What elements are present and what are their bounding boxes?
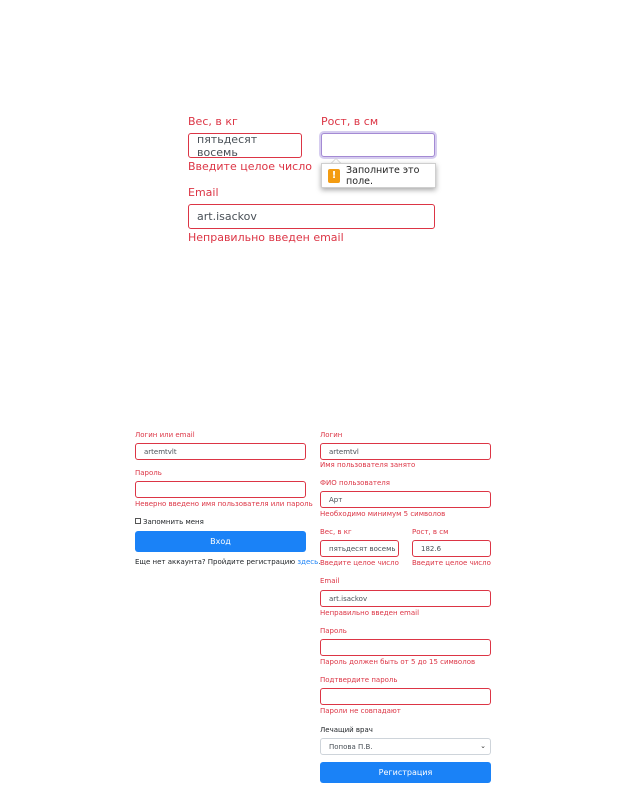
signup-prompt	[135, 558, 321, 566]
reg-fio-label: ФИО пользователя	[320, 479, 390, 487]
signup-prompt-text: Еще нет аккаунта? Пройдите регистрацию	[135, 558, 296, 566]
reg-confirm-label: Подтвердите пароль	[320, 676, 398, 684]
reg-doctor-select[interactable]	[320, 738, 491, 755]
login-submit-button[interactable]: Вход	[135, 531, 306, 552]
reg-doctor-value: Попова П.В.	[329, 742, 373, 751]
password-error: Неверно введено имя пользователя или пароль	[135, 500, 313, 508]
reg-fio-error: Необходимо минимум 5 символов	[320, 510, 446, 518]
chevron-down-icon: ⌄	[480, 742, 486, 750]
reg-password-error: Пароль должен быть от 5 до 15 символов	[320, 658, 476, 666]
email-input[interactable]: art.isackov	[188, 204, 435, 229]
height-label: Рост, в см	[321, 115, 379, 128]
reg-email-input[interactable]: art.isackov	[320, 590, 491, 607]
signup-end: .	[318, 558, 321, 566]
remember-label: Запомнить меня	[143, 518, 204, 526]
tooltip-text: Заполните это поле.	[346, 164, 420, 187]
weight-error: Введите целое число	[188, 160, 312, 173]
email-error: Неправильно введен email	[188, 231, 344, 244]
login-label: Логин или email	[135, 431, 195, 439]
weight-input[interactable]: пятьдесят восемь	[188, 133, 302, 158]
reg-fio-input[interactable]: Арт	[320, 491, 491, 508]
warning-icon: !	[328, 169, 340, 183]
reg-login-input[interactable]: artemtvl	[320, 443, 491, 460]
reg-login-error: Имя пользователя занято	[320, 461, 416, 469]
reg-submit-button[interactable]: Регистрация	[320, 762, 491, 783]
password-input[interactable]	[135, 481, 306, 498]
signup-link[interactable]: здесь	[297, 558, 319, 566]
reg-password-input[interactable]	[320, 639, 491, 656]
email-label: Email	[188, 186, 219, 199]
validation-tooltip	[321, 163, 436, 188]
reg-weight-input[interactable]: пятьдесят восемь	[320, 540, 399, 557]
reg-email-label: Email	[320, 577, 340, 585]
reg-confirm-input[interactable]	[320, 688, 491, 705]
reg-height-error: Введите целое число	[412, 559, 491, 567]
reg-doctor-label: Лечащий врач	[320, 726, 373, 734]
reg-height-input[interactable]: 182.6	[412, 540, 491, 557]
reg-height-label: Рост, в см	[412, 528, 449, 536]
weight-label: Вес, в кг	[188, 115, 238, 128]
height-input[interactable]	[321, 133, 435, 157]
reg-weight-error: Введите целое число	[320, 559, 399, 567]
reg-password-label: Пароль	[320, 627, 347, 635]
password-label: Пароль	[135, 469, 162, 477]
login-input[interactable]: artemtvlt	[135, 443, 306, 460]
reg-email-error: Неправильно введен email	[320, 609, 420, 617]
remember-checkbox[interactable]	[135, 518, 141, 524]
reg-login-label: Логин	[320, 431, 343, 439]
reg-weight-label: Вес, в кг	[320, 528, 352, 536]
reg-confirm-error: Пароли не совпадают	[320, 707, 401, 715]
